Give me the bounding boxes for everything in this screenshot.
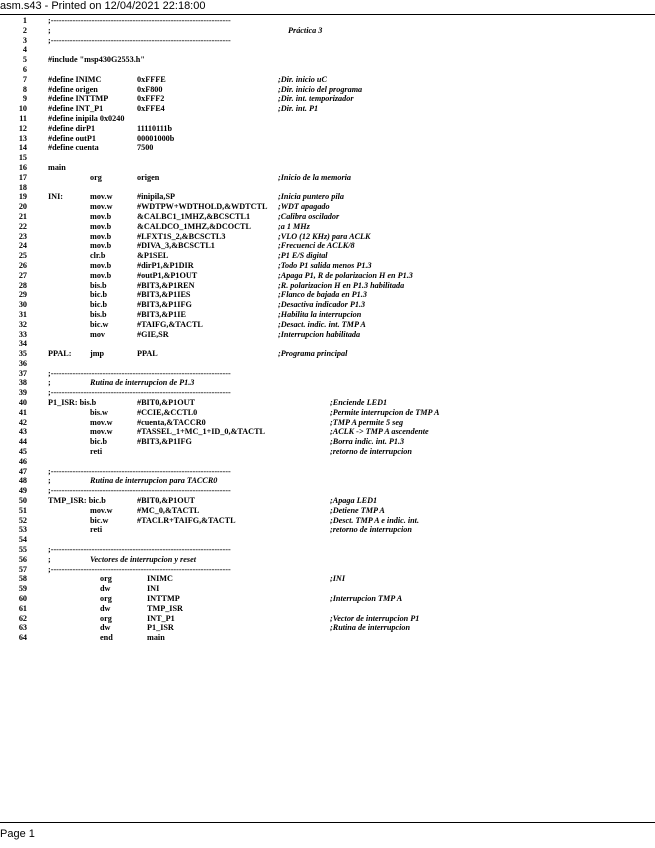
code-line [0, 94, 655, 104]
label-or-directive: #define dirP1 [48, 123, 96, 133]
line-number: 15 [18, 153, 27, 163]
code-line [0, 114, 655, 124]
inline-comment: ;ACLK -> TMP A ascendente [330, 427, 429, 437]
inline-comment: ;Apaga P1, R de polarizacion H en P1.3 [278, 270, 413, 280]
code-line [0, 516, 655, 526]
mnemonic: bis.b [90, 309, 107, 319]
operand: #TACLR+TAIFG,&TACTL [137, 515, 236, 525]
mnemonic: bic.w [90, 319, 109, 329]
line-number: 55 [18, 545, 27, 555]
line-number: 18 [18, 182, 27, 192]
mnemonic: org [90, 172, 102, 182]
operand: &CALBC1_1MHZ,&BCSCTL1 [137, 211, 251, 221]
separator-comment: ;------------------------------------------------------------------ [48, 486, 231, 496]
label-or-directive: TMP_ISR: bic.b [48, 496, 106, 506]
code-line [0, 427, 655, 437]
inline-comment: ;INI [330, 574, 346, 584]
mnemonic: reti [90, 447, 103, 457]
code-line [0, 418, 655, 428]
mnemonic: dw [100, 584, 111, 594]
line-number: 64 [18, 633, 27, 643]
operand: #LFXT1S_2,&BCSCTL3 [137, 231, 226, 241]
code-line [0, 369, 655, 379]
label-or-directive: PPAL: [48, 349, 72, 359]
code-line [0, 535, 655, 545]
code-line [0, 633, 655, 643]
line-number: 56 [18, 554, 27, 564]
operand: #GIE,SR [137, 329, 169, 339]
line-number: 52 [18, 515, 27, 525]
code-line [0, 143, 655, 153]
line-number: 44 [18, 437, 27, 447]
operand: 00001000b [137, 133, 175, 143]
line-number: 13 [18, 133, 27, 143]
mnemonic: mov.b [90, 260, 112, 270]
code-line [0, 359, 655, 369]
code-line [0, 26, 655, 36]
line-number: 2 [22, 25, 27, 35]
mnemonic: dw [100, 603, 111, 613]
code-line [0, 212, 655, 222]
mnemonic: bic.b [90, 437, 108, 447]
code-line [0, 476, 655, 486]
code-line [0, 124, 655, 134]
code-line [0, 45, 655, 55]
mnemonic: bis.w [90, 407, 108, 417]
operand: #BIT3,&P1IFG [137, 437, 192, 447]
inline-comment: ;Dir. inicio del programa [278, 84, 363, 94]
code-line [0, 163, 655, 173]
inline-comment: ;retorno de interrupcion [330, 447, 412, 457]
line-number: 17 [18, 172, 27, 182]
mnemonic: mov.b [90, 270, 112, 280]
inline-comment: ;Vector de interrupcion P1 [330, 613, 420, 623]
operand: 7500 [137, 143, 154, 153]
line-number: 10 [18, 104, 27, 114]
section-title: Vectores de interrupcion y reset [90, 554, 196, 564]
operand: main [147, 633, 165, 643]
mnemonic: bic.w [90, 515, 109, 525]
mnemonic: mov.b [90, 231, 112, 241]
code-line [0, 202, 655, 212]
line-number: 34 [18, 339, 27, 349]
line-number: 7 [22, 74, 27, 84]
label-or-directive: #define INT_P1 [48, 104, 104, 114]
line-number: 3 [22, 35, 27, 45]
line-number: 48 [18, 476, 27, 486]
line-number: 45 [18, 447, 27, 457]
line-number: 35 [18, 349, 27, 359]
operand: &P1SEL [137, 251, 169, 261]
code-line [0, 339, 655, 349]
line-number: 42 [18, 417, 27, 427]
mnemonic: dw [100, 623, 111, 633]
inline-comment: ;Interrupcion habilitada [278, 329, 361, 339]
line-number: 57 [18, 564, 27, 574]
operand: &CALDCO_1MHZ,&DCOCTL [137, 221, 251, 231]
line-number: 50 [18, 496, 27, 506]
inline-comment: ;Borra indic. int. P1.3 [330, 437, 405, 447]
label-or-directive: #define origen [48, 84, 98, 94]
inline-comment: ;Desactiva indicador P1.3 [278, 300, 366, 310]
page-footer: Page 1 [0, 828, 35, 840]
inline-comment: ;Inicio de la memoria [278, 172, 351, 182]
separator-comment: ;------------------------------------------------------------------ [48, 388, 231, 398]
operand: #DIVA_3,&BCSCTL1 [137, 241, 215, 251]
inline-comment: ;Flanco de bajada en P1.3 [278, 290, 367, 300]
line-number: 12 [18, 123, 27, 133]
inline-comment: ;R. polarizacion H en P1.3 habilitada [278, 280, 405, 290]
line-number: 20 [18, 202, 27, 212]
label-or-directive: #define outP1 [48, 133, 96, 143]
line-number: 53 [18, 525, 27, 535]
operand: INT_P1 [147, 613, 175, 623]
code-line [0, 408, 655, 418]
line-number: 14 [18, 143, 27, 153]
mnemonic: bis.b [90, 280, 107, 290]
line-number: 27 [18, 270, 27, 280]
line-number: 11 [19, 113, 27, 123]
code-line [0, 506, 655, 516]
header-divider [0, 14, 655, 15]
line-number: 63 [18, 623, 27, 633]
code-line [0, 104, 655, 114]
line-number: 47 [18, 466, 27, 476]
label-or-directive: #define inipila 0x0240 [48, 113, 125, 123]
operand: #MC_0,&TACTL [137, 505, 200, 515]
operand: P1_ISR [147, 623, 174, 633]
inline-comment: ;Interrupcion TMP A [330, 594, 403, 604]
line-number: 59 [18, 584, 27, 594]
line-number: 1 [22, 16, 27, 25]
mnemonic: mov.w [90, 505, 113, 515]
code-line [0, 584, 655, 594]
code-line [0, 281, 655, 291]
code-line [0, 565, 655, 575]
operand: #BIT0,&P1OUT [137, 398, 196, 408]
operand: 0xFFE4 [137, 104, 165, 114]
code-line [0, 300, 655, 310]
line-number: 24 [18, 241, 27, 251]
footer-divider [0, 822, 655, 823]
operand: INI [147, 584, 160, 594]
operand: INTTMP [147, 594, 180, 604]
inline-comment: ;TMP A permite 5 seg [330, 417, 404, 427]
mnemonic: jmp [90, 349, 105, 359]
print-header: asm.s43 - Printed on 12/04/2021 22:18:00 [0, 0, 206, 12]
separator-comment: ;------------------------------------------------------------------ [48, 466, 231, 476]
mnemonic: mov.w [90, 192, 113, 202]
mnemonic: bic.b [90, 300, 108, 310]
operand: 0xFFFE [137, 74, 166, 84]
mnemonic: mov.b [90, 221, 112, 231]
code-line [0, 241, 655, 251]
code-line [0, 545, 655, 555]
inline-comment: ;Desact. indic. int. TMP A [278, 319, 366, 329]
line-number: 60 [18, 594, 27, 604]
mnemonic: bic.b [90, 290, 108, 300]
line-number: 28 [18, 280, 27, 290]
operand: #inipila,SP [137, 192, 175, 202]
line-number: 37 [18, 368, 27, 378]
code-line [0, 290, 655, 300]
inline-comment: ;P1 E/S digital [278, 251, 328, 261]
operand: #cuenta,&TACCR0 [137, 417, 206, 427]
label-or-directive: #include "msp430G2553.h" [48, 55, 145, 65]
line-number: 16 [18, 162, 27, 172]
line-number: 25 [18, 251, 27, 261]
code-line [0, 261, 655, 271]
code-line [0, 183, 655, 193]
comment-marker: ; [48, 378, 51, 388]
inline-comment: ;Detiene TMP A [330, 505, 385, 515]
line-number: 19 [18, 192, 27, 202]
mnemonic: clr.b [90, 251, 106, 261]
line-number: 58 [18, 574, 27, 584]
line-number: 46 [18, 456, 27, 466]
inline-comment: ;VLO (12 KHz) para ACLK [278, 231, 371, 241]
code-line [0, 486, 655, 496]
line-number: 54 [18, 535, 27, 545]
inline-comment: ;Permite interrupcion de TMP A [330, 407, 440, 417]
line-number: 39 [18, 388, 27, 398]
mnemonic: mov.b [90, 241, 112, 251]
inline-comment: ;Programa principal [278, 349, 348, 359]
section-title: Rutina de interrupcion para TACCR0 [90, 476, 218, 486]
inline-comment: ;retorno de interrupcion [330, 525, 412, 535]
mnemonic: reti [90, 525, 103, 535]
code-line [0, 398, 655, 408]
mnemonic: org [100, 574, 112, 584]
code-line [0, 496, 655, 506]
code-line [0, 320, 655, 330]
code-line [0, 467, 655, 477]
separator-comment: ;------------------------------------------------------------------ [48, 16, 231, 25]
code-line [0, 251, 655, 261]
separator-comment: ;------------------------------------------------------------------ [48, 35, 231, 45]
code-line [0, 310, 655, 320]
separator-comment: ;------------------------------------------------------------------ [48, 368, 231, 378]
inline-comment: ;Enciende LED1 [330, 398, 388, 408]
line-number: 62 [18, 613, 27, 623]
mnemonic: mov [90, 329, 106, 339]
line-number: 9 [22, 94, 27, 104]
line-number: 8 [22, 84, 27, 94]
inline-comment: ;Apaga LED1 [330, 496, 378, 506]
inline-comment: ;Dir. int. P1 [278, 104, 319, 114]
inline-comment: ;Rutina de interrupcion [330, 623, 411, 633]
code-line [0, 574, 655, 584]
code-line [0, 623, 655, 633]
code-line [0, 614, 655, 624]
label-or-directive: main [48, 162, 66, 172]
inline-comment: ;Desct. TMP A e indic. int. [330, 515, 419, 525]
line-number: 31 [18, 309, 27, 319]
line-number: 51 [18, 505, 27, 515]
code-line [0, 55, 655, 65]
code-line [0, 16, 655, 26]
operand: #BIT3,&P1IE [137, 309, 186, 319]
line-number: 36 [18, 358, 27, 368]
code-line [0, 192, 655, 202]
inline-comment: ;Dir. inicio uC [278, 74, 327, 84]
line-number: 40 [18, 398, 27, 408]
mnemonic: end [100, 633, 113, 643]
operand: origen [137, 172, 160, 182]
code-line [0, 457, 655, 467]
operand: #outP1,&P1OUT [137, 270, 198, 280]
line-number: 43 [18, 427, 27, 437]
code-line [0, 36, 655, 46]
line-number: 4 [22, 45, 27, 55]
comment-marker: ; [48, 476, 51, 486]
section-title: Práctica 3 [288, 25, 323, 35]
code-line [0, 388, 655, 398]
operand: 11110111b [137, 123, 173, 133]
operand: #WDTPW+WDTHOLD,&WDTCTL [137, 202, 268, 212]
code-line [0, 271, 655, 281]
label-or-directive: #define cuenta [48, 143, 99, 153]
code-line [0, 75, 655, 85]
line-number: 5 [22, 55, 27, 65]
separator-comment: ;------------------------------------------------------------------ [48, 545, 231, 555]
line-number: 61 [18, 603, 27, 613]
inline-comment: ;Dir. int. temporizador [278, 94, 354, 104]
comment-marker: ; [48, 25, 51, 35]
code-line [0, 349, 655, 359]
operand: #TAIFG,&TACTL [137, 319, 203, 329]
separator-comment: ;------------------------------------------------------------------ [48, 564, 231, 574]
comment-marker: ; [48, 554, 51, 564]
label-or-directive: #define INIMC [48, 74, 102, 84]
operand: #BIT3,&P1REN [137, 280, 195, 290]
code-line [0, 330, 655, 340]
operand: 0xF800 [137, 84, 163, 94]
line-number: 33 [18, 329, 27, 339]
code-line [0, 525, 655, 535]
inline-comment: ;Inicia puntero pila [278, 192, 344, 202]
operand: 0xFFF2 [137, 94, 165, 104]
line-number: 38 [18, 378, 27, 388]
mnemonic: mov.w [90, 427, 113, 437]
operand: TMP_ISR [147, 603, 183, 613]
code-line [0, 437, 655, 447]
operand: #BIT0,&P1OUT [137, 496, 196, 506]
line-number: 6 [22, 64, 27, 74]
label-or-directive: INI: [48, 192, 64, 202]
operand: #TASSEL_1+MC_1+ID_0,&TACTL [137, 427, 265, 437]
mnemonic: mov.w [90, 417, 113, 427]
mnemonic: org [100, 594, 112, 604]
inline-comment: ;a 1 MHz [278, 221, 310, 231]
operand: #BIT3,&P1IFG [137, 300, 192, 310]
line-number: 30 [18, 300, 27, 310]
inline-comment: ;Habilita la interrupcion [278, 309, 362, 319]
operand: INIMC [147, 574, 173, 584]
code-listing [0, 16, 655, 643]
label-or-directive: P1_ISR: bis.b [48, 398, 97, 408]
inline-comment: ;Calibra oscilador [278, 211, 340, 221]
code-line [0, 555, 655, 565]
code-line [0, 447, 655, 457]
mnemonic: org [100, 613, 112, 623]
code-line [0, 222, 655, 232]
code-line [0, 153, 655, 163]
section-title: Rutina de interrupcion de P1.3 [90, 378, 195, 388]
line-number: 21 [18, 211, 27, 221]
line-number: 26 [18, 260, 27, 270]
inline-comment: ;Frecuenci de ACLK/8 [278, 241, 355, 251]
line-number: 49 [18, 486, 27, 496]
line-number: 23 [18, 231, 27, 241]
code-line [0, 65, 655, 75]
operand: #dirP1,&P1DIR [137, 260, 194, 270]
operand: #BIT3,&P1IES [137, 290, 191, 300]
line-number: 32 [18, 319, 27, 329]
operand: PPAL [137, 349, 158, 359]
code-line [0, 173, 655, 183]
operand: #CCIE,&CCTL0 [137, 407, 198, 417]
mnemonic: mov.b [90, 211, 112, 221]
code-line [0, 604, 655, 614]
inline-comment: ;Todo P1 salida menos P1.3 [278, 260, 372, 270]
code-line [0, 594, 655, 604]
line-number: 22 [18, 221, 27, 231]
code-line [0, 378, 655, 388]
code-line [0, 134, 655, 144]
code-line [0, 85, 655, 95]
line-number: 29 [18, 290, 27, 300]
label-or-directive: #define INTTMP [48, 94, 109, 104]
code-line [0, 232, 655, 242]
mnemonic: mov.w [90, 202, 113, 212]
inline-comment: ;WDT apagado [278, 202, 330, 212]
line-number: 41 [18, 407, 27, 417]
